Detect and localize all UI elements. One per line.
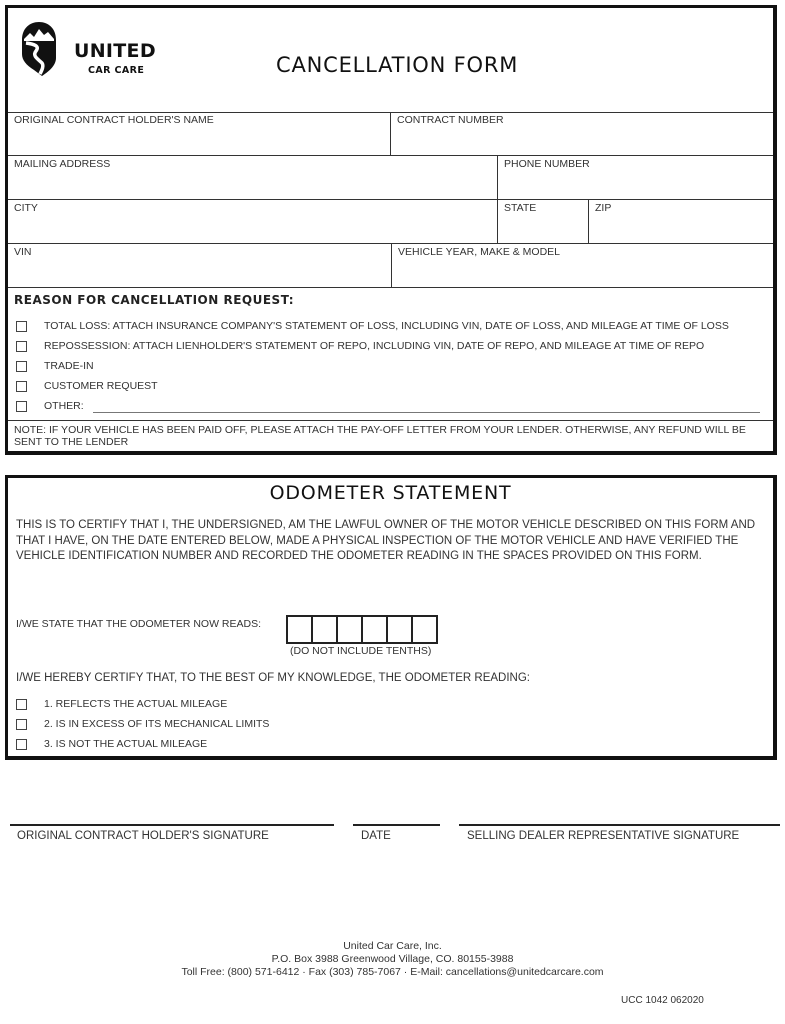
row-name-contract bbox=[8, 112, 773, 156]
row-city-state-zip bbox=[8, 200, 773, 244]
odometer-digit[interactable] bbox=[288, 617, 313, 642]
cancellation-form-box bbox=[5, 5, 777, 455]
odometer-digit[interactable] bbox=[388, 617, 413, 642]
footer-contact: Toll Free: (800) 571-6412 · Fax (303) 785-7067 · E-Mail: cancellations@unitedcarcare.com bbox=[181, 966, 604, 978]
option-label: CUSTOMER REQUEST bbox=[44, 380, 158, 392]
option-label: OTHER: bbox=[44, 400, 84, 412]
dealer-signature-line[interactable] bbox=[459, 824, 780, 826]
vin-label: VIN bbox=[14, 246, 32, 258]
footer-address: P.O. Box 3988 Greenwood Village, CO. 80155-3988 bbox=[271, 953, 514, 965]
holder-name-label: ORIGINAL CONTRACT HOLDER'S NAME bbox=[14, 114, 214, 126]
checkbox[interactable] bbox=[16, 401, 27, 412]
note-section bbox=[8, 420, 773, 452]
zip-field[interactable] bbox=[588, 200, 773, 243]
form-header bbox=[8, 8, 773, 113]
shield-mountain-icon bbox=[20, 20, 58, 76]
zip-label: ZIP bbox=[595, 202, 612, 214]
holder-name-field[interactable] bbox=[8, 112, 390, 155]
checkbox[interactable] bbox=[16, 719, 27, 730]
option-label: TRADE-IN bbox=[44, 360, 94, 372]
phone-number-label: PHONE NUMBER bbox=[504, 158, 590, 170]
other-reason-input-line[interactable] bbox=[93, 412, 760, 413]
checkbox[interactable] bbox=[16, 381, 27, 392]
odometer-digit[interactable] bbox=[363, 617, 388, 642]
date-line[interactable] bbox=[353, 824, 440, 826]
footer-company: United Car Care, Inc. bbox=[343, 940, 442, 952]
odometer-digit[interactable] bbox=[313, 617, 338, 642]
logo-wordmark: UNITED bbox=[74, 40, 156, 62]
odometer-statement-box bbox=[5, 475, 777, 760]
checkbox[interactable] bbox=[16, 321, 27, 332]
contract-number-label: CONTRACT NUMBER bbox=[397, 114, 504, 126]
checkbox[interactable] bbox=[16, 739, 27, 750]
option-label: TOTAL LOSS: ATTACH INSURANCE COMPANY'S STATEMENT OF LOSS, INCLUDING VIN, DATE OF LOSS, AND MILEAGE AT TIME OF LOSS bbox=[44, 320, 729, 332]
payoff-note: NOTE: IF YOUR VEHICLE HAS BEEN PAID OFF, PLEASE ATTACH THE PAY-OFF LETTER FROM YOUR LENDER. OTHERWISE, ANY REFUND WILL BE SENT TO THE LENDER bbox=[14, 424, 746, 448]
footer bbox=[0, 940, 785, 979]
vin-field[interactable] bbox=[8, 244, 391, 287]
row-address-phone bbox=[8, 156, 773, 200]
option-label: 1. REFLECTS THE ACTUAL MILEAGE bbox=[44, 698, 228, 710]
checkbox[interactable] bbox=[16, 341, 27, 352]
mailing-address-label: MAILING ADDRESS bbox=[14, 158, 111, 170]
city-label: CITY bbox=[14, 202, 38, 214]
certify-statement: I/WE HEREBY CERTIFY THAT, TO THE BEST OF MY KNOWLEDGE, THE ODOMETER READING: bbox=[16, 672, 530, 684]
odometer-title: ODOMETER STATEMENT bbox=[269, 482, 512, 504]
checkbox[interactable] bbox=[16, 361, 27, 372]
mailing-address-field[interactable] bbox=[8, 156, 497, 199]
state-label: STATE bbox=[504, 202, 537, 214]
holder-signature-label: ORIGINAL CONTRACT HOLDER'S SIGNATURE bbox=[17, 830, 269, 842]
odometer-reads-label: I/WE STATE THAT THE ODOMETER NOW READS: bbox=[16, 618, 262, 630]
option-label: 2. IS IN EXCESS OF ITS MECHANICAL LIMITS bbox=[44, 718, 270, 730]
company-logo bbox=[20, 18, 160, 84]
logo-subtitle: CAR CARE bbox=[88, 65, 145, 76]
holder-signature-line[interactable] bbox=[10, 824, 334, 826]
state-field[interactable] bbox=[497, 200, 588, 243]
checkbox[interactable] bbox=[16, 699, 27, 710]
odometer-digit[interactable] bbox=[338, 617, 363, 642]
row-vin-vehicle bbox=[8, 244, 773, 288]
phone-number-field[interactable] bbox=[497, 156, 773, 199]
odometer-digit-boxes[interactable] bbox=[286, 615, 438, 644]
vehicle-field[interactable] bbox=[391, 244, 773, 287]
option-label: 3. IS NOT THE ACTUAL MILEAGE bbox=[44, 738, 208, 750]
odometer-certification-paragraph: THIS IS TO CERTIFY THAT I, THE UNDERSIGNED, AM THE LAWFUL OWNER OF THE MOTOR VEHICLE DESCRIBED ON THIS FORM AND THAT I HAVE, ON THE DATE ENTERED BELOW, MADE A PHYSICAL INSPECTION OF THE MOTOR VEHICLE AND HAVE VERIFIED THE VEHICLE IDENTIFICATION NUMBER AND RECORDED THE ODOMETER READING IN THE SPACES PROVIDED ON THIS FORM. bbox=[16, 519, 756, 562]
date-label: DATE bbox=[361, 830, 391, 842]
vehicle-label: VEHICLE YEAR, MAKE & MODEL bbox=[398, 246, 561, 258]
reason-title: REASON FOR CANCELLATION REQUEST: bbox=[14, 293, 295, 307]
form-title: CANCELLATION FORM bbox=[276, 53, 519, 77]
city-field[interactable] bbox=[8, 200, 497, 243]
dealer-signature-label: SELLING DEALER REPRESENTATIVE SIGNATURE bbox=[467, 830, 740, 842]
form-code: UCC 1042 062020 bbox=[621, 995, 704, 1006]
contract-number-field[interactable] bbox=[390, 112, 773, 155]
odometer-digit[interactable] bbox=[413, 617, 438, 642]
tenths-note: (DO NOT INCLUDE TENTHS) bbox=[290, 645, 432, 657]
option-label: REPOSSESSION: ATTACH LIENHOLDER'S STATEMENT OF REPO, INCLUDING VIN, DATE OF REPO, AND MILEAGE AT TIME OF REPO bbox=[44, 340, 705, 352]
